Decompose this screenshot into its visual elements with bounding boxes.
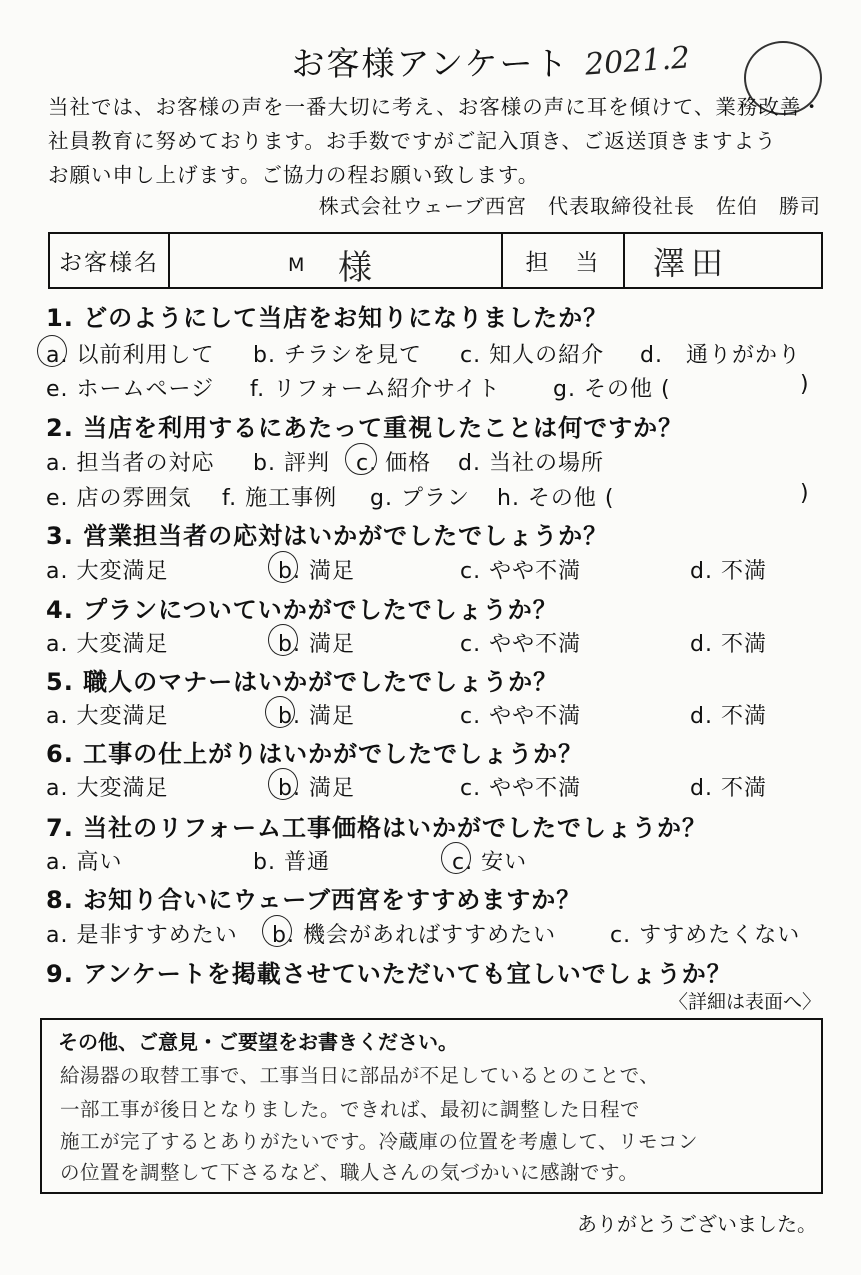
- selection-circle-icon: [268, 551, 298, 583]
- question-8: 8. お知り合いにウェーブ西宮をすすめますか？: [46, 886, 582, 914]
- customer-name-box: [48, 232, 823, 289]
- q8-option-a[interactable]: a. 是非すすめたい: [46, 923, 238, 948]
- comment-line: 一部工事が後日となりました。できれば、最初に調整した日程で: [60, 1098, 641, 1121]
- q7-option-b[interactable]: b. 普通: [253, 850, 330, 875]
- thanks-message: ありがとうございました。: [577, 1212, 817, 1236]
- q1-option-a[interactable]: a. 以前利用して: [46, 343, 215, 368]
- q1-option-e[interactable]: e. ホームページ: [46, 377, 215, 402]
- q5-option-a[interactable]: a. 大変満足: [46, 704, 169, 729]
- q6-option-a[interactable]: a. 大変満足: [46, 776, 169, 801]
- selection-circle-icon: [441, 842, 471, 874]
- q2-option-h[interactable]: h. その他 (: [497, 486, 615, 511]
- intro-line: 当社では、お客様の声を一番大切に考え、お客様の声に耳を傾けて、業務改善・: [48, 95, 823, 119]
- q5-option-b[interactable]: b. 満足: [278, 704, 355, 729]
- customer-initial: M: [288, 254, 305, 276]
- customer-honorific: 様: [338, 248, 372, 288]
- q4-option-d[interactable]: d. 不満: [690, 632, 767, 657]
- question-7: 7. 当社のリフォーム工事価格はいかがでしたでしょうか？: [46, 814, 707, 842]
- q4-option-c[interactable]: c. やや不満: [460, 632, 582, 657]
- q1-option-g-close: ): [800, 372, 810, 397]
- company-signature: 株式会社ウェーブ西宮 代表取締役社長 佐伯 勝司: [318, 194, 821, 218]
- q4-option-b[interactable]: b. 満足: [278, 632, 355, 657]
- selection-circle-icon: [37, 335, 67, 367]
- q1-option-c[interactable]: c. 知人の紹介: [460, 343, 605, 368]
- q5-option-d[interactable]: d. 不満: [690, 704, 767, 729]
- q8-option-b[interactable]: b. 機会があればすすめたい: [272, 923, 557, 948]
- q2-option-g[interactable]: g. プラン: [370, 486, 470, 511]
- comment-line: の位置を調整して下さるなど、職人さんの気づかいに感謝です。: [60, 1161, 639, 1184]
- q1-option-f[interactable]: f. リフォーム紹介サイト: [250, 377, 501, 402]
- selection-circle-icon: [268, 768, 298, 800]
- comment-line: 施工が完了するとありがたいです。冷蔵庫の位置を考慮して、リモコン: [60, 1130, 699, 1153]
- q3-option-b[interactable]: b. 満足: [278, 559, 355, 584]
- q3-option-d[interactable]: d. 不満: [690, 559, 767, 584]
- customer-name-label: お客様名: [50, 234, 170, 287]
- q2-option-h-close: ): [800, 481, 810, 506]
- q7-option-a[interactable]: a. 高い: [46, 850, 123, 875]
- q2-option-b[interactable]: b. 評判: [253, 451, 330, 476]
- q2-option-e[interactable]: e. 店の雰囲気: [46, 486, 192, 511]
- selection-circle-icon: [262, 915, 292, 947]
- staff-label: 担 当: [503, 234, 625, 287]
- q6-option-c[interactable]: c. やや不満: [460, 776, 582, 801]
- q6-option-b[interactable]: b. 満足: [278, 776, 355, 801]
- q1-option-b[interactable]: b. チラシを見て: [253, 343, 422, 368]
- question-9: 9. アンケートを掲載させていただいても宜しいでしょうか？: [46, 960, 732, 988]
- comment-heading: その他、ご意見・ご要望をお書きください。: [58, 1030, 458, 1054]
- question-6: 6. 工事の仕上がりはいかがでしたでしょうか？: [46, 740, 584, 768]
- q3-option-a[interactable]: a. 大変満足: [46, 559, 169, 584]
- q8-option-c[interactable]: c. すすめたくない: [610, 923, 801, 948]
- q4-option-a[interactable]: a. 大変満足: [46, 632, 169, 657]
- selection-circle-icon: [265, 696, 295, 728]
- q1-option-g[interactable]: g. その他 (: [553, 377, 671, 402]
- question-1: 1. どのようにして当店をお知りになりましたか？: [46, 304, 609, 332]
- q7-option-c[interactable]: c. 安い: [452, 850, 528, 875]
- q2-option-a[interactable]: a. 担当者の対応: [46, 451, 215, 476]
- handwritten-date: 2021.2: [583, 40, 692, 83]
- intro-line: お願い申し上げます。ご協力の程お願い致します。: [48, 163, 540, 187]
- detail-note: 〈詳細は表面へ〉: [668, 991, 821, 1013]
- q2-option-f[interactable]: f. 施工事例: [222, 486, 338, 511]
- q5-option-c[interactable]: c. やや不満: [460, 704, 582, 729]
- comment-line: 給湯器の取替工事で、工事当日に部品が不足しているとのことで、: [60, 1064, 660, 1087]
- question-3: 3. 営業担当者の応対はいかがでしたでしょうか？: [46, 522, 609, 550]
- question-4: 4. プランについていかがでしたでしょうか？: [46, 596, 558, 624]
- q2-option-c[interactable]: c. 価格: [356, 451, 432, 476]
- staff-name: 澤田: [653, 243, 730, 282]
- selection-circle-icon: [268, 624, 298, 656]
- q2-option-d[interactable]: d. 当社の場所: [458, 451, 604, 476]
- intro-line: 社員教育に努めております。お手数ですがご記入頂き、ご返送頂きますよう: [48, 129, 777, 153]
- survey-title: お客様アンケート: [291, 44, 570, 83]
- question-5: 5. 職人のマナーはいかがでしたでしょうか？: [46, 668, 559, 696]
- selection-circle-icon: [345, 443, 377, 475]
- question-2: 2. 当店を利用するにあたって重視したことは何ですか？: [46, 414, 684, 442]
- q6-option-d[interactable]: d. 不満: [690, 776, 767, 801]
- customer-name-field: [170, 234, 503, 287]
- q1-option-d[interactable]: d. 通りがかり: [640, 343, 801, 368]
- q3-option-c[interactable]: c. やや不満: [460, 559, 582, 584]
